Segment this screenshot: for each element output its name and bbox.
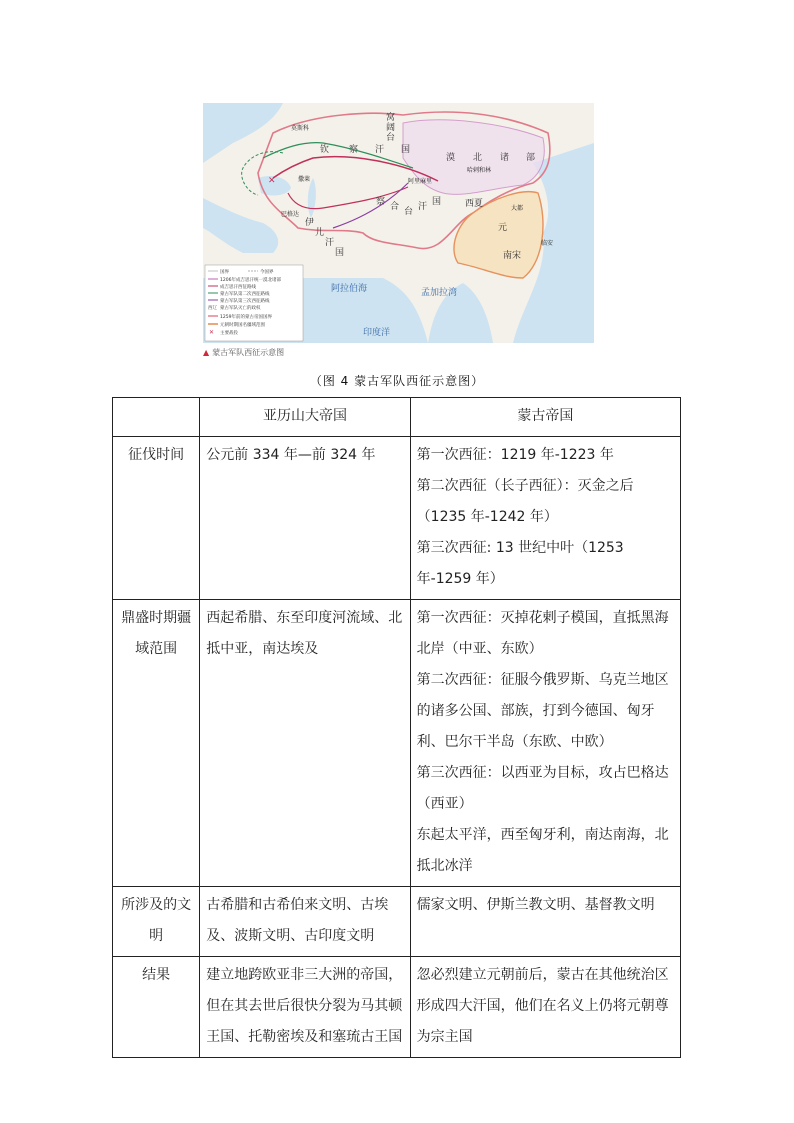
- table-row: [113, 600, 681, 887]
- map-label-lin-an: 临安: [541, 240, 554, 247]
- map-label-mobei-4: 部: [526, 153, 536, 163]
- map-label-bay-of-bengal: 孟加拉湾: [421, 288, 458, 298]
- map-label-chagatai-5: 国: [432, 197, 442, 207]
- map-label-chagatai-4: 汗: [418, 202, 428, 212]
- header-alexander: 亚历山大帝国: [200, 398, 410, 437]
- cell-alexander: [200, 600, 410, 887]
- map-label-indian-ocean: 印度洋: [363, 328, 391, 338]
- triangle-icon: ▲: [203, 348, 210, 357]
- map-legend: [205, 265, 303, 341]
- map-label-baghdad: 巴格达: [281, 211, 300, 218]
- cell-paragraph: 儒家文明、伊斯兰教文明、基督教文明: [416, 897, 655, 913]
- legend-item-5: 蒙古军队第三次西征路线: [220, 299, 270, 304]
- map-label-sarai: 撒莱: [298, 176, 311, 183]
- cell-mongol: [410, 600, 680, 887]
- map-label-qipchaq-4: 国: [401, 145, 411, 155]
- map-label-nansong: 南宋: [503, 251, 522, 261]
- legend-item-8: 元朝时期国名疆域范围: [220, 323, 265, 328]
- cell-paragraph: 忽必烈建立元朝前后，蒙古在其他统治区形成四大汗国，他们在名义上仍将元朝尊为宗主国: [416, 967, 669, 1045]
- map-label-qipchaq-3: 汗: [375, 145, 385, 155]
- legend-item-4: 蒙古军队第二次西征路线: [220, 292, 270, 297]
- map-label-karakorum: 哈剌和林: [467, 167, 492, 174]
- row-label: 所涉及的文明: [113, 887, 200, 957]
- table-row: [113, 437, 681, 600]
- map-label-ogedei-2: 阔: [386, 123, 396, 133]
- map-label-mobei-2: 北: [473, 153, 483, 163]
- map-label-qipchaq-2: 察: [349, 145, 359, 155]
- table-header-row: [113, 398, 681, 437]
- svg-text:✕: ✕: [209, 329, 215, 336]
- map-label-qipchaq-1: 钦: [320, 145, 330, 155]
- map-label-chagatai-3: 台: [404, 207, 414, 217]
- map-label-chagatai-1: 察: [376, 197, 386, 207]
- row-label: 结果: [113, 957, 200, 1058]
- cell-paragraph: 第三次西征：以西亚为目标，攻占巴格达（西亚）: [416, 765, 669, 812]
- map-label-mobei-3: 诸: [500, 153, 510, 163]
- cell-paragraph: 建立地跨欧亚非三大洲的帝国，但在其去世后很快分裂为马其顿王国、托勒密埃及和塞琉古王国: [206, 967, 403, 1045]
- table-row: [113, 957, 681, 1058]
- cell-mongol: [410, 957, 680, 1058]
- map-label-mobei-1: 漠: [446, 153, 456, 163]
- map-label-ilkhan-3: 汗: [325, 238, 335, 248]
- figure-title: （图 4 蒙古军队西征示意图）: [309, 374, 485, 388]
- cell-alexander: [200, 437, 410, 600]
- map-caption: [203, 347, 284, 358]
- legend-item-0: 国界: [220, 270, 229, 275]
- legend-item-7: 1259年前的蒙古帝国国界: [220, 315, 272, 320]
- legend-item-6: 蒙古军队灭亡的政权: [220, 306, 261, 311]
- map-battle-mark: ✕: [268, 176, 276, 186]
- map-label-dadu: 大都: [511, 205, 524, 212]
- cell-paragraph: 东起太平洋，西至匈牙利，南达南海，北抵北冰洋: [416, 827, 669, 874]
- map-label-ilkhan-1: 伊: [305, 218, 315, 228]
- map-caption-text: 蒙古军队西征示意图: [212, 348, 285, 357]
- map-label-yuan: 元: [498, 223, 508, 233]
- map-label-ilkhan-2: 儿: [315, 228, 325, 238]
- table-row: [113, 887, 681, 957]
- map-label-chagatai-2: 合: [390, 202, 400, 212]
- map-label-moscow: 莫斯科: [291, 125, 310, 132]
- header-mongol: 蒙古帝国: [410, 398, 680, 437]
- legend-xixia: 西辽: [208, 306, 217, 311]
- cell-paragraph: 西起希腊、东至印度河流域、北抵中亚，南达埃及: [206, 610, 403, 657]
- map-label-almalik: 阿里麻里: [408, 178, 433, 185]
- legend-item-2: 1206年成吉思汗统一漠北诸部: [220, 278, 281, 283]
- map-label-ogedei-3: 台: [386, 133, 396, 143]
- cell-paragraph: 第三次西征: 13 世纪中叶（1253 年-1259 年）: [416, 540, 624, 587]
- header-empty: [113, 398, 200, 437]
- cell-alexander: [200, 887, 410, 957]
- mongol-campaign-map: [203, 103, 594, 343]
- cell-paragraph: 第二次西征：征服今俄罗斯、乌克兰地区的诸多公国、部族，打到今德国、匈牙利、巴尔干半岛（东欧、中欧）: [416, 672, 669, 750]
- legend-item-3: 成吉思汗西征路线: [220, 285, 256, 290]
- row-label: 鼎盛时期疆域范围: [113, 600, 200, 887]
- map-label-xixia: 西夏: [465, 199, 484, 209]
- comparison-table: [112, 397, 681, 1058]
- legend-item-1: 今国界: [260, 270, 274, 275]
- cell-paragraph: 公元前 334 年—前 324 年: [206, 447, 376, 463]
- legend-item-9: 主要战役: [220, 331, 238, 336]
- cell-paragraph: 第一次西征：1219 年-1223 年: [416, 447, 614, 463]
- map-label-ogedei-1: 窝: [386, 113, 396, 123]
- map-label-arabian-sea: 阿拉伯海: [331, 284, 368, 294]
- map-label-ilkhan-4: 国: [335, 248, 345, 258]
- cell-paragraph: 古希腊和古希伯来文明、古埃及、波斯文明、古印度文明: [206, 897, 389, 944]
- cell-alexander: [200, 957, 410, 1058]
- cell-paragraph: 第二次西征（长子西征）：灭金之后（1235 年-1242 年）: [416, 478, 634, 525]
- cell-paragraph: 第一次西征：灭掉花剌子模国，直抵黑海北岸（中亚、东欧）: [416, 610, 669, 657]
- row-label: 征伐时间: [113, 437, 200, 600]
- cell-mongol: [410, 437, 680, 600]
- cell-mongol: [410, 887, 680, 957]
